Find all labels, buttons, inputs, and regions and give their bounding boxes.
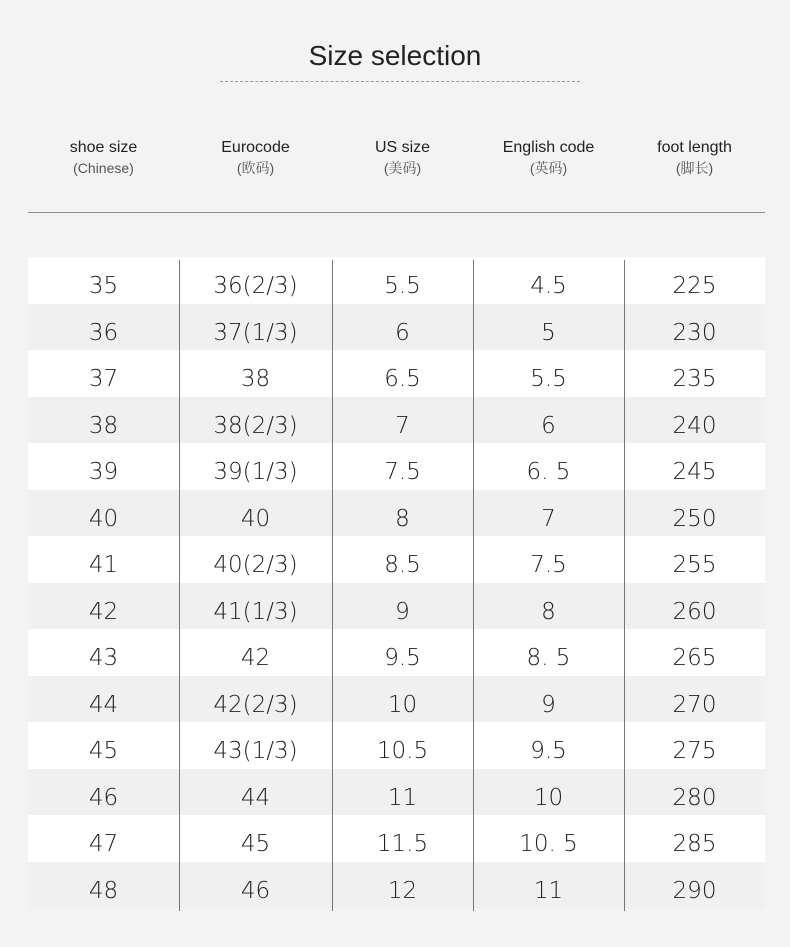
cell-eurocode: 46: [240, 877, 271, 904]
table-row: [28, 676, 765, 723]
cell-english-code: 9.5: [530, 738, 567, 764]
table-row: [28, 629, 765, 676]
cell-foot-length: 280: [672, 784, 717, 811]
cell-foot-length: 265: [672, 645, 717, 671]
cell-us-size: 11.5: [376, 831, 429, 857]
cell-foot-length: 225: [672, 273, 717, 299]
cell-foot-length: 230: [672, 319, 717, 346]
header-sublabel: (Chinese): [73, 160, 134, 176]
header-eurocode: [179, 138, 332, 178]
cell-english-code: 7: [541, 505, 556, 532]
cell-shoe-size: 42: [88, 598, 119, 625]
cell-english-code: 5: [541, 319, 556, 346]
cell-eurocode: 43(1/3): [213, 738, 298, 764]
cell-foot-length: 255: [672, 552, 717, 578]
header-sublabel: (美码): [383, 160, 422, 176]
cell-english-code: 10: [533, 784, 564, 811]
cell-eurocode: 38(2/3): [213, 412, 298, 439]
cell-eurocode: 39(1/3): [213, 459, 298, 485]
cell-us-size: 10: [387, 691, 418, 718]
cell-foot-length: 260: [672, 598, 717, 625]
cell-us-size: 6.5: [384, 366, 421, 392]
table-row: [28, 443, 765, 490]
cell-eurocode: 44: [240, 784, 271, 811]
cell-english-code: 7.5: [530, 552, 567, 578]
table-row: [28, 815, 765, 862]
table-row: [28, 862, 765, 909]
column-divider: [624, 260, 625, 911]
table-row: [28, 536, 765, 583]
column-divider: [179, 260, 180, 911]
cell-us-size: 8.5: [384, 552, 421, 578]
cell-english-code: 8: [541, 598, 556, 625]
cell-shoe-size: 41: [88, 552, 119, 578]
header-sublabel: (脚长): [675, 160, 714, 176]
cell-shoe-size: 38: [88, 412, 119, 439]
cell-shoe-size: 39: [88, 459, 119, 485]
table-row: [28, 304, 765, 351]
cell-eurocode: 41(1/3): [213, 598, 298, 625]
cell-us-size: 7: [395, 412, 410, 439]
table-row: [28, 722, 765, 769]
cell-eurocode: 45: [240, 831, 271, 857]
cell-shoe-size: 37: [88, 366, 119, 392]
cell-shoe-size: 43: [88, 645, 119, 671]
header-sublabel: (英码): [529, 160, 568, 176]
cell-english-code: 9: [541, 691, 556, 718]
cell-us-size: 12: [387, 877, 418, 904]
header-foot-length: [624, 138, 765, 178]
table-row: [28, 769, 765, 816]
table-row: [28, 350, 765, 397]
title-divider: [220, 81, 580, 82]
cell-shoe-size: 36: [88, 319, 119, 346]
header-label: Eurocode: [221, 139, 290, 156]
table-header: [28, 138, 765, 188]
cell-eurocode: 40(2/3): [213, 552, 298, 578]
header-shoe-size: [28, 138, 179, 178]
header-label: foot length: [657, 139, 732, 156]
cell-shoe-size: 44: [88, 691, 119, 718]
table-row: [28, 397, 765, 444]
cell-foot-length: 290: [672, 877, 717, 904]
header-divider: [28, 212, 765, 213]
cell-english-code: 10. 5: [519, 831, 578, 857]
cell-foot-length: 250: [672, 505, 717, 532]
cell-eurocode: 40: [240, 505, 271, 532]
header-english-code: [473, 138, 624, 178]
cell-shoe-size: 47: [88, 831, 119, 857]
cell-eurocode: 42(2/3): [213, 691, 298, 718]
header-label: English code: [502, 139, 595, 156]
cell-eurocode: 38: [240, 366, 271, 392]
cell-eurocode: 36(2/3): [213, 273, 298, 299]
cell-shoe-size: 46: [88, 784, 119, 811]
cell-us-size: 5.5: [384, 273, 421, 299]
cell-us-size: 6: [395, 319, 410, 346]
cell-foot-length: 240: [672, 412, 717, 439]
column-divider: [332, 260, 333, 911]
cell-shoe-size: 35: [88, 273, 119, 299]
cell-english-code: 5.5: [530, 366, 567, 392]
cell-shoe-size: 40: [88, 505, 119, 532]
cell-english-code: 6. 5: [526, 459, 571, 485]
header-label: shoe size: [69, 139, 138, 156]
page-title: Size selection: [308, 40, 482, 71]
table-row: [28, 257, 765, 304]
cell-english-code: 4.5: [530, 273, 567, 299]
cell-eurocode: 37(1/3): [213, 319, 298, 346]
cell-shoe-size: 48: [88, 877, 119, 904]
cell-us-size: 8: [395, 505, 410, 532]
cell-us-size: 11: [387, 784, 418, 811]
cell-us-size: 7.5: [384, 459, 421, 485]
size-table: [28, 257, 765, 908]
header-label: US size: [374, 139, 431, 156]
header-sublabel: (欧码): [236, 160, 275, 176]
cell-shoe-size: 45: [88, 738, 119, 764]
cell-foot-length: 270: [672, 691, 717, 718]
cell-us-size: 10.5: [376, 738, 429, 764]
cell-us-size: 9: [395, 598, 410, 625]
cell-eurocode: 42: [240, 645, 271, 671]
header-us-size: [332, 138, 473, 178]
cell-foot-length: 285: [672, 831, 717, 857]
column-divider: [473, 260, 474, 911]
cell-english-code: 8. 5: [526, 645, 571, 671]
table-row: [28, 583, 765, 630]
cell-foot-length: 235: [672, 366, 717, 392]
cell-english-code: 6: [541, 412, 556, 439]
cell-english-code: 11: [533, 877, 564, 904]
cell-foot-length: 275: [672, 738, 717, 764]
cell-us-size: 9.5: [384, 645, 421, 671]
cell-foot-length: 245: [672, 459, 717, 485]
table-row: [28, 490, 765, 537]
